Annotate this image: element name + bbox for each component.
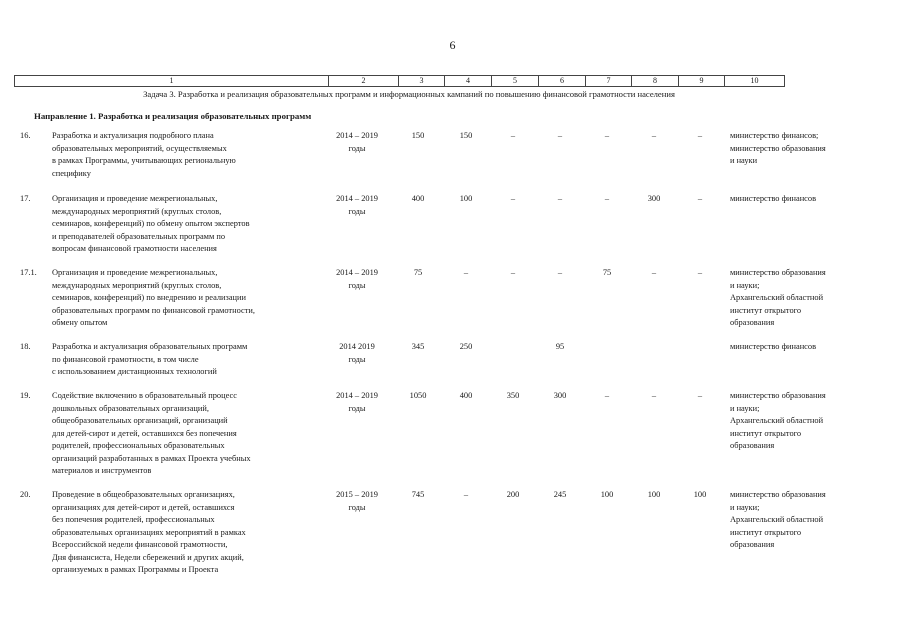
- activity-name-line: образовательных программ по финансовой грамотности,: [52, 305, 255, 315]
- implementation-period-line: годы: [348, 502, 366, 512]
- activity-name-line: Организация и проведение межрегиональных,: [52, 268, 218, 277]
- row-number: 19.: [20, 391, 31, 400]
- funding-value: 100: [647, 490, 661, 499]
- header-col-1: 1: [15, 76, 329, 87]
- header-col-5: 5: [492, 76, 539, 87]
- executor-line: министерство финансов;: [730, 131, 819, 140]
- header-col-3: 3: [399, 76, 445, 87]
- implementation-period-line: годы: [348, 403, 366, 413]
- executor-line: и науки;: [730, 280, 760, 290]
- activity-name-line: международных мероприятий (круглых столов,: [52, 206, 222, 216]
- funding-value: –: [463, 490, 469, 499]
- activity-name-line: Всероссийской недели финансовой грамотности,: [52, 540, 228, 549]
- activity-name-line: Разработка и актуализация подробного плана: [52, 131, 214, 140]
- implementation-period: [322, 267, 392, 292]
- implementation-period-line: годы: [348, 354, 366, 364]
- activity-name-line: дошкольных образовательных организаций,: [52, 403, 209, 413]
- funding-value: 350: [506, 391, 520, 400]
- implementation-period-line: 2014 – 2019: [336, 268, 378, 277]
- activity-name: [52, 489, 318, 577]
- implementation-period: [322, 193, 392, 218]
- header-col-6: 6: [539, 76, 586, 87]
- activity-name-line: организациях для детей-сирот и детей, оставшихся: [52, 502, 235, 512]
- executor: [730, 390, 900, 453]
- header-col-2: 2: [329, 76, 399, 87]
- funding-value: 95: [555, 342, 565, 351]
- activity-name: [52, 193, 318, 256]
- funding-value: 100: [600, 490, 614, 499]
- funding-value: –: [604, 194, 610, 203]
- implementation-period-line: 2014 – 2019: [336, 131, 378, 140]
- executor-line: Архангельский областной: [730, 515, 824, 524]
- funding-value: –: [697, 131, 703, 140]
- row-number: 17.1.: [20, 268, 37, 277]
- funding-value: –: [557, 268, 563, 277]
- activity-name-line: образовательных организациях мероприятий в рамках: [52, 527, 246, 537]
- activity-name-line: и преподавателей образовательных программ по: [52, 231, 226, 241]
- executor: [730, 267, 900, 330]
- activity-name-line: организаций разработанных в рамках Проекта учебных: [52, 453, 251, 463]
- column-number-header: [14, 75, 785, 87]
- executor-line: институт открытого: [730, 305, 802, 315]
- funding-value: –: [463, 268, 469, 277]
- funding-value: 75: [413, 268, 423, 277]
- header-col-10: 10: [725, 76, 785, 87]
- activity-name-line: Содействие включению в образовательный процесс: [52, 391, 237, 400]
- row-number: 20.: [20, 490, 31, 499]
- executor-line: и науки: [730, 156, 758, 165]
- activity-name-line: Дня финансиста, Недели сбережений и других акций,: [52, 552, 244, 562]
- activity-name: [52, 341, 318, 379]
- implementation-period: [322, 130, 392, 155]
- funding-value: 745: [411, 490, 425, 499]
- funding-value: 100: [693, 490, 707, 499]
- implementation-period-line: 2014 2019: [339, 342, 375, 351]
- activity-name-line: Организация и проведение межрегиональных,: [52, 194, 218, 203]
- row-number: 18.: [20, 342, 31, 351]
- activity-name-line: Проведение в общеобразовательных организациях,: [52, 490, 235, 499]
- activity-name-line: семинаров, конференций) по внедрению и реализации: [52, 293, 246, 302]
- executor-line: институт открытого: [730, 428, 802, 438]
- header-col-4: 4: [445, 76, 492, 87]
- activity-name-line: организуемых в рамках Программы и Проекта: [52, 565, 219, 574]
- task-title: Задача 3. Разработка и реализация образовательных программ и информационных кампаний по повышению финансовой грамотности населения: [143, 89, 675, 99]
- implementation-period: [322, 341, 392, 366]
- implementation-period: [322, 390, 392, 415]
- executor-line: институт открытого: [730, 527, 802, 537]
- executor-line: образования: [730, 318, 775, 327]
- executor: [730, 193, 900, 206]
- funding-value: 75: [602, 268, 612, 277]
- funding-value: –: [510, 131, 516, 140]
- activity-name-line: общеобразовательных организаций, организаций: [52, 416, 228, 425]
- executor-line: министерство образования: [730, 490, 826, 499]
- executor-line: Архангельский областной: [730, 416, 824, 425]
- executor-line: министерство образования: [730, 143, 826, 153]
- executor-line: министерство образования: [730, 268, 826, 277]
- activity-name: [52, 267, 318, 330]
- activity-name-line: международных мероприятий (круглых столов,: [52, 280, 222, 290]
- implementation-period-line: 2014 – 2019: [336, 391, 378, 400]
- executor: [730, 130, 900, 168]
- activity-name-line: образовательных мероприятий, осуществляемых: [52, 143, 227, 153]
- executor-line: образования: [730, 540, 775, 549]
- activity-name-line: родителей, профессиональных образовательных: [52, 441, 225, 450]
- executor-line: министерство финансов: [730, 194, 817, 203]
- activity-name-line: с использованием дистанционных технологий: [52, 367, 217, 376]
- activity-name-line: по финансовой грамотности, в том числе: [52, 354, 199, 364]
- executor: [730, 489, 900, 552]
- executor-line: министерство образования: [730, 391, 826, 400]
- activity-name-line: вопросам финансовой грамотности населения: [52, 244, 217, 253]
- executor-line: Архангельский областной: [730, 293, 824, 302]
- funding-value: –: [697, 194, 703, 203]
- activity-name-line: обмену опытом: [52, 318, 108, 327]
- header-col-8: 8: [632, 76, 679, 87]
- activity-name-line: для детей-сирот и детей, оставшихся без попечения: [52, 428, 237, 438]
- row-number: 17.: [20, 194, 31, 203]
- page-number: 6: [449, 38, 456, 52]
- funding-value: 250: [459, 342, 473, 351]
- funding-value: –: [651, 268, 657, 277]
- implementation-period-line: 2015 – 2019: [336, 490, 378, 499]
- activity-name: [52, 130, 318, 180]
- activity-name-line: материалов и инструментов: [52, 466, 152, 475]
- activity-name-line: без попечения родителей, профессиональных: [52, 515, 215, 524]
- executor-line: министерство финансов: [730, 342, 817, 351]
- funding-value: –: [510, 268, 516, 277]
- funding-value: 300: [553, 391, 567, 400]
- row-number: 16.: [20, 131, 31, 140]
- activity-name-line: Разработка и актуализация образовательных программ: [52, 342, 248, 351]
- funding-value: –: [697, 391, 703, 400]
- funding-value: 150: [459, 131, 473, 140]
- executor-line: и науки;: [730, 403, 760, 413]
- header-col-9: 9: [679, 76, 725, 87]
- funding-value: –: [651, 131, 657, 140]
- funding-value: 1050: [409, 391, 427, 400]
- funding-value: 100: [459, 194, 473, 203]
- funding-value: 200: [506, 490, 520, 499]
- implementation-period-line: годы: [348, 206, 366, 216]
- funding-value: –: [557, 131, 563, 140]
- funding-value: 400: [411, 194, 425, 203]
- executor-line: и науки;: [730, 502, 760, 512]
- activity-name-line: в рамках Программы, учитывающих региональную: [52, 156, 236, 165]
- implementation-period-line: годы: [348, 143, 366, 153]
- funding-value: –: [510, 194, 516, 203]
- implementation-period-line: годы: [348, 280, 366, 290]
- executor-line: образования: [730, 441, 775, 450]
- funding-value: 400: [459, 391, 473, 400]
- implementation-period-line: 2014 – 2019: [336, 194, 378, 203]
- direction-title: Направление 1. Разработка и реализация образовательных программ: [34, 111, 312, 121]
- funding-value: 150: [411, 131, 425, 140]
- implementation-period: [322, 489, 392, 514]
- funding-value: –: [604, 391, 610, 400]
- executor: [730, 341, 900, 354]
- funding-value: –: [651, 391, 657, 400]
- activity-name-line: семинаров, конференций) по обмену опытом экспертов: [52, 219, 250, 228]
- activity-name: [52, 390, 318, 478]
- activity-name-line: специфику: [52, 168, 91, 178]
- header-col-7: 7: [586, 76, 632, 87]
- funding-value: –: [557, 194, 563, 203]
- funding-value: 245: [553, 490, 567, 499]
- funding-value: –: [604, 131, 610, 140]
- funding-value: –: [697, 268, 703, 277]
- funding-value: 300: [647, 194, 661, 203]
- funding-value: 345: [411, 342, 425, 351]
